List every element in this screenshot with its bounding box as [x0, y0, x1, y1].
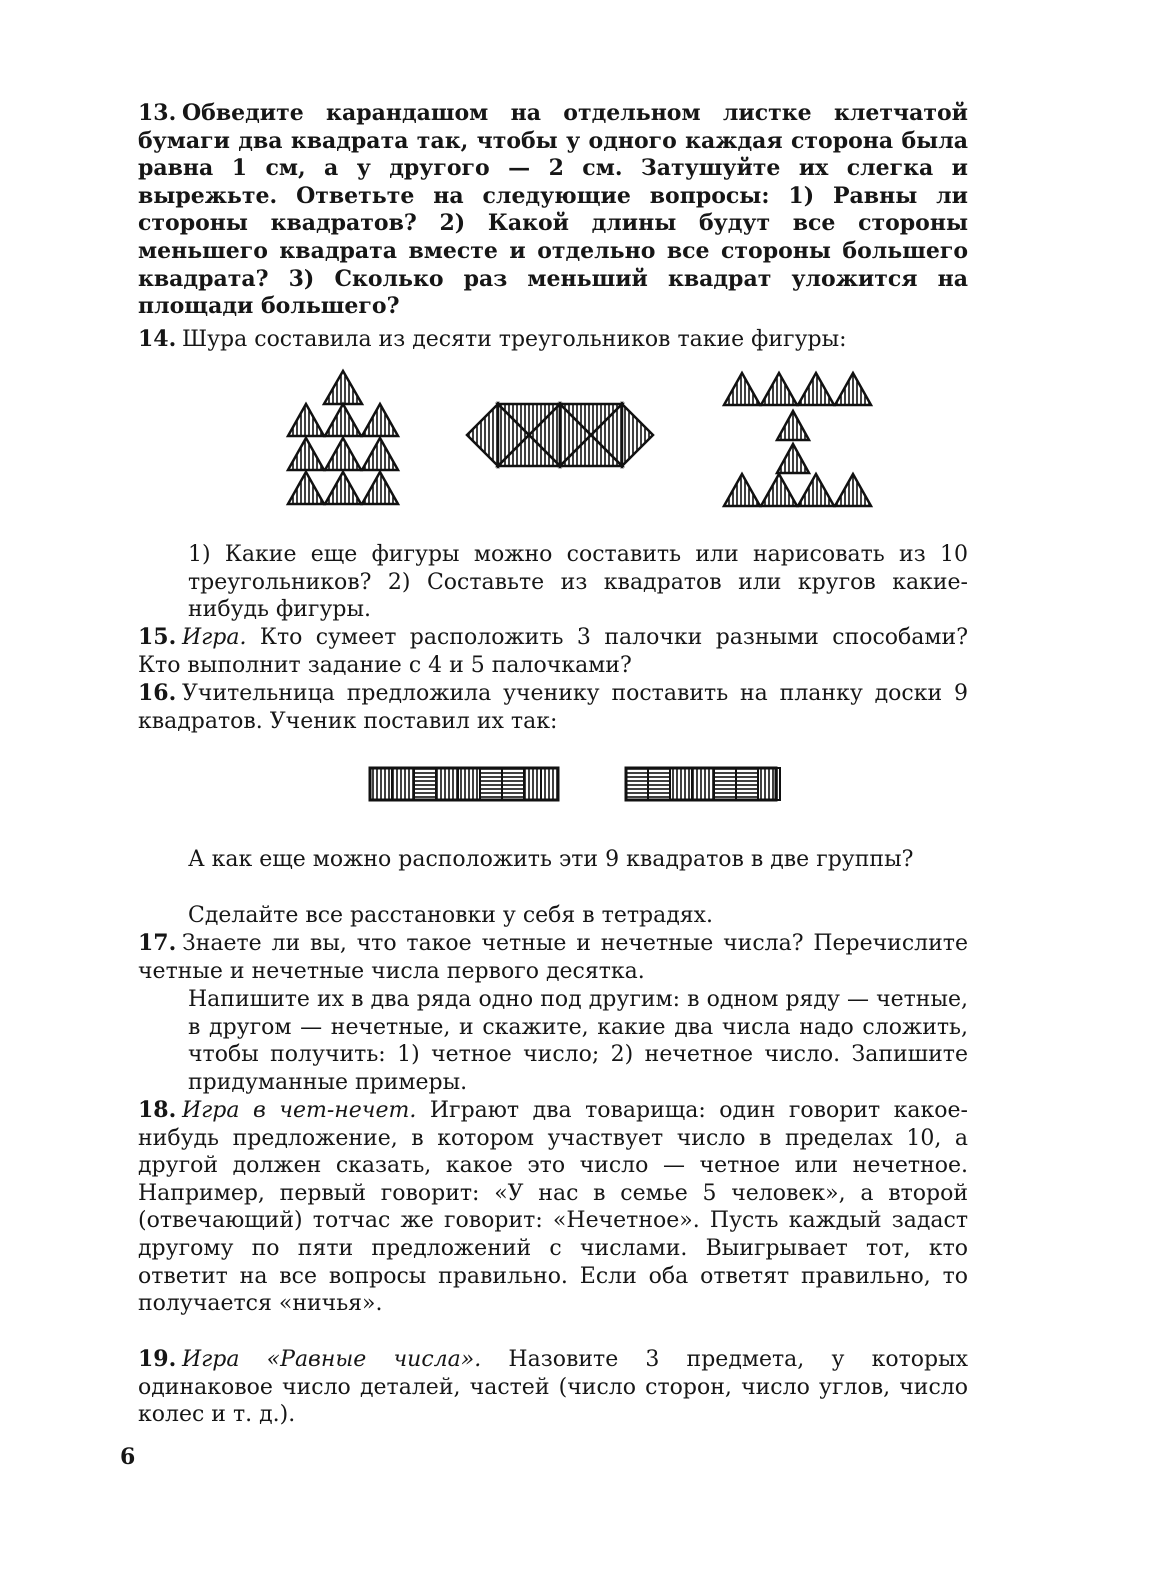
problem-17-task: Напишите их в два ряда одно под другим: в одном ряду — четные, в другом — нечетные, и скажите, какие два числа надо сложить, чтобы получить: 1) четное число; 2) нечетное число. Запишите придуманные примеры. — [188, 987, 968, 1095]
problem-number: 16. — [138, 680, 177, 706]
problem-text: Обведите карандашом на отдельном листке клетчатой бумаги два квадрата так, чтобы у одного каждая сторона была равна 1 см, а у другого — 2 см. Затушуйте их слегка и вырежьте. Ответьте на следующие вопросы: 1) Равны ли стороны квадратов? 2) Какой длины будут все стороны меньшего квадрата вместе и отдельно все стороны большего квадрата? 3) Сколько раз меньший квадрат уложится на площади большего? — [138, 100, 968, 320]
problem-19 — [138, 1346, 968, 1429]
problem-text: Знаете ли вы, что такое четные и нечетные числа? Перечислите четные и нечетные числа первого десятка. — [138, 931, 968, 984]
problem-text: Назовите 3 предмета, у которых одинаковое число деталей, частей (число сторон, число углов, число колес и т. д.). — [138, 1347, 968, 1428]
problem-number: 18. — [138, 1097, 177, 1123]
problem-lead: Игра в чет-нечет. — [182, 1098, 417, 1123]
problem-text: Играют два товарища: один говорит какое-нибудь предложение, в котором участвует число в пределах 10, а другой должен сказать, какое это число — четное или нечетное. Например, первый говорит: «У нас в семье 5 человек», а второй (отвечающий) тотчас же говорит: «Нечетное». Пусть каждый задаст другому по пяти предложений с числами. Выигрывает тот, кто ответит на все вопросы правильно. Если оба ответят правильно, то получается «ничья». — [138, 1098, 968, 1317]
strip-right — [626, 768, 780, 800]
strip-left — [370, 768, 558, 800]
problem-number: 19. — [138, 1346, 177, 1372]
problem-text: Кто сумеет расположить 3 палочки разными способами? Кто выполнит задание с 4 и 5 палочками? — [138, 625, 968, 678]
problem-16-question: А как еще можно расположить эти 9 квадратов в две группы? — [188, 847, 914, 872]
page-number: 6 — [120, 1444, 136, 1470]
problem-lead: Игра «Равные числа». — [182, 1347, 482, 1372]
problem-text: Шура составила из десяти треугольников такие фигуры: — [182, 327, 847, 352]
problem-lead: Игра. — [182, 625, 247, 650]
problem-number: 17. — [138, 930, 177, 956]
problem-17 — [138, 930, 968, 985]
problem-18 — [138, 1097, 968, 1318]
problem-text: Учительница предложила ученику поставить на планку доски 9 квадратов. Ученик поставил их так: — [138, 681, 968, 734]
problem-14-questions: 1) Какие еще фигуры можно составить или нарисовать из 10 треугольников? 2) Составьте из квадратов или кругов какие-нибудь фигуры. — [188, 542, 968, 623]
problem-16-instruction: Сделайте все расстановки у себя в тетрадях. — [188, 903, 714, 928]
problem-number: 15. — [138, 624, 177, 650]
problem-number: 13. — [138, 100, 177, 126]
problem-number: 14. — [138, 326, 177, 352]
